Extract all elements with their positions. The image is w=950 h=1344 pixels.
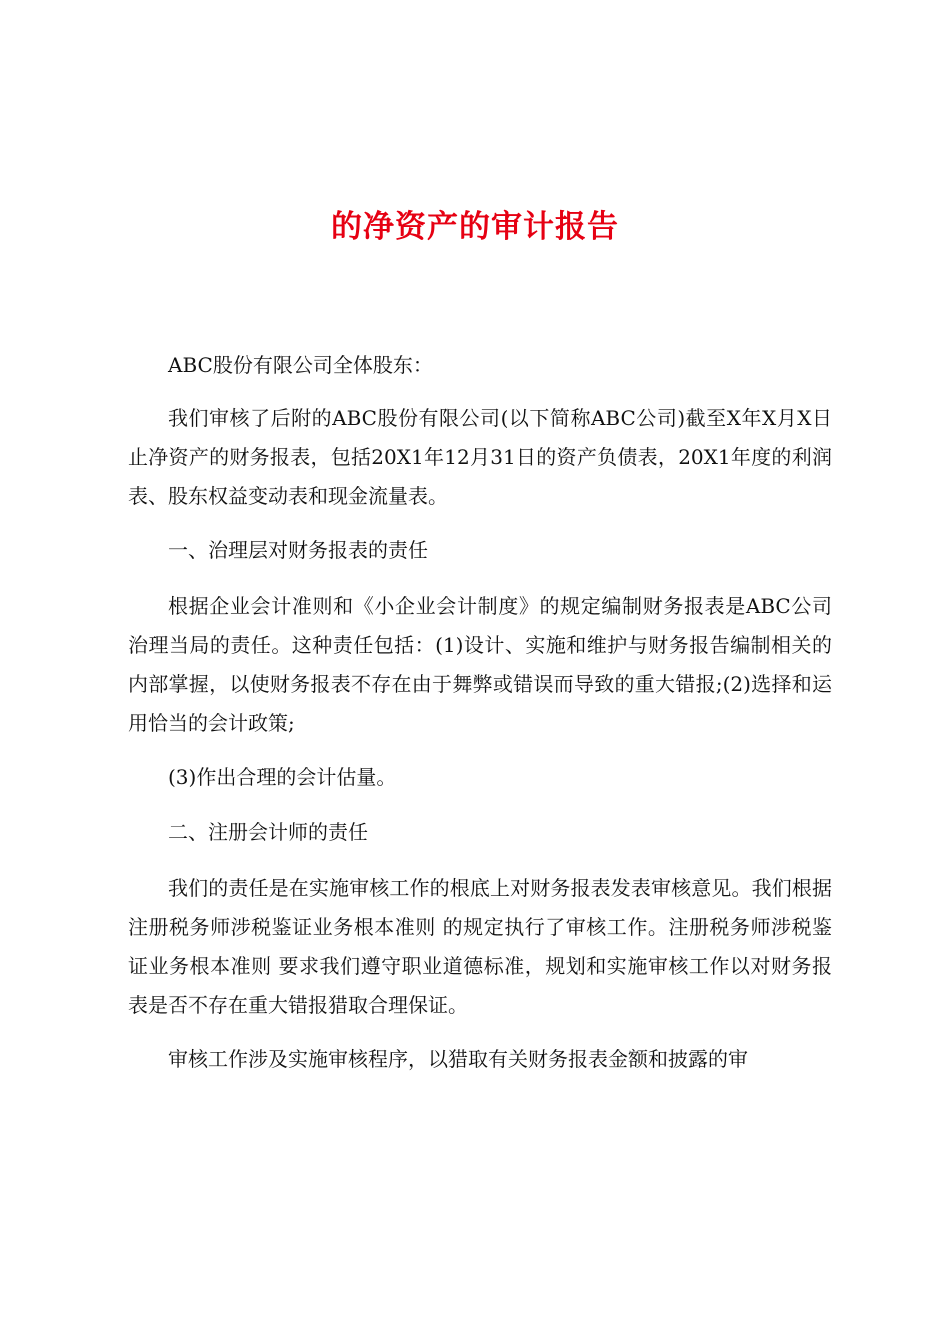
section-1-paragraph-2: (3)作出合理的会计估量。 xyxy=(168,765,397,789)
intro-paragraph: 我们审核了后附的ABC股份有限公司(以下简称ABC公司)截至X年X月X日止净资产的财务报表，包括20X1年12月31日的资产负债表，20X1年度的利润表、股东权益变动表和现金流量表。 xyxy=(128,406,832,508)
section-1-heading: 一、治理层对财务报表的责任 xyxy=(168,538,428,562)
salutation: ABC股份有限公司全体股东： xyxy=(168,353,433,377)
section-2-heading: 二、注册会计师的责任 xyxy=(168,820,368,844)
section-2-paragraph-1: 我们的责任是在实施审核工作的根底上对财务报表发表审核意见。我们根据注册税务师涉税鉴证业务根本准则 的规定执行了审核工作。注册税务师涉税鉴证业务根本准则 要求我们遵守职业道德标准，规划和实施审核工作以对财务报表是否不存在重大错报猎取合理保证。 xyxy=(128,876,832,1017)
document-title: 的净资产的审计报告 xyxy=(331,209,619,245)
document-body xyxy=(128,346,832,1079)
section-2-paragraph-2: 审核工作涉及实施审核程序，以猎取有关财务报表金额和披露的审 xyxy=(168,1047,748,1071)
section-1-paragraph-1: 根据企业会计准则和《小企业会计制度》的规定编制财务报表是ABC公司治理当局的责任。这种责任包括：(1)设计、实施和维护与财务报告编制相关的内部掌握，以使财务报表不存在由于舞弊或错误而导致的重大错报;(2)选择和运用恰当的会计政策; xyxy=(128,594,832,735)
